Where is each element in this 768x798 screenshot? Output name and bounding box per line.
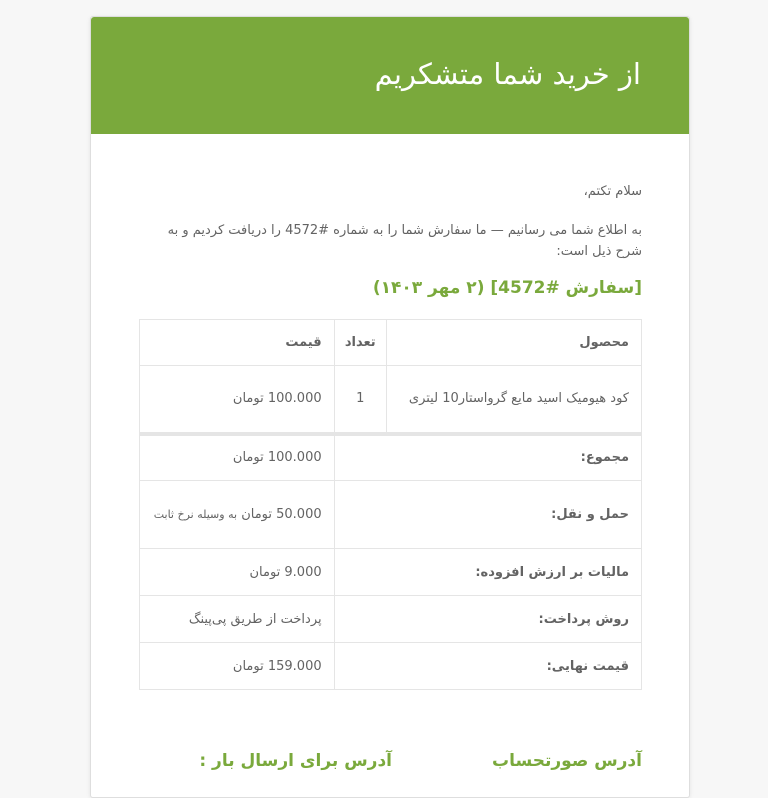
header-product: محصول <box>386 320 641 366</box>
payment-method-value: پرداخت از طریق پی‌پینگ <box>140 596 335 643</box>
greeting-text: سلام تکتم، <box>583 184 642 199</box>
tax-label: مالیات بر ارزش افزوده: <box>334 549 641 596</box>
shipping-address-title: آدرس برای ارسال بار : <box>199 751 392 771</box>
email-title: از خرید شما متشکریم <box>374 57 641 91</box>
header-price: قیمت <box>140 320 335 366</box>
shipping-method-note: به وسیله نرخ ثابت <box>153 508 238 521</box>
email-header <box>91 17 689 134</box>
table-header-row <box>140 320 642 366</box>
addresses-section <box>139 740 642 780</box>
payment-method-label: روش پرداخت: <box>334 596 641 643</box>
payment-method-row <box>140 596 642 643</box>
total-value: 159.000 تومان <box>140 643 335 690</box>
subtotal-label: مجموع: <box>334 434 641 481</box>
shipping-row <box>140 481 642 549</box>
shipping-value: 50.000 تومان <box>241 507 322 522</box>
order-email-card <box>90 16 690 798</box>
item-quantity: 1 <box>334 366 386 434</box>
billing-address-title: آدرس صورتحساب <box>492 751 642 771</box>
order-details-table <box>139 319 642 690</box>
table-row <box>140 366 642 434</box>
subtotal-value: 100.000 تومان <box>140 434 335 481</box>
shipping-label: حمل و نقل: <box>334 481 641 549</box>
header-quantity: تعداد <box>334 320 386 366</box>
tax-value: 9.000 تومان <box>140 549 335 596</box>
shipping-value-cell <box>140 481 335 549</box>
order-heading: [سفارش #4572] (۲ مهر ۱۴۰۳) <box>372 278 642 298</box>
item-price: 100.000 تومان <box>140 366 335 434</box>
total-row <box>140 643 642 690</box>
item-product-name: کود هیومیک اسید مایع گرواستار10 لیتری <box>386 366 641 434</box>
tax-row <box>140 549 642 596</box>
intro-text: به اطلاع شما می رسانیم — ما سفارش شما را به شماره #4572 را دریافت کردیم و به شرح ذیل است: <box>167 223 642 259</box>
subtotal-row <box>140 434 642 481</box>
total-label: قیمت نهایی: <box>334 643 641 690</box>
